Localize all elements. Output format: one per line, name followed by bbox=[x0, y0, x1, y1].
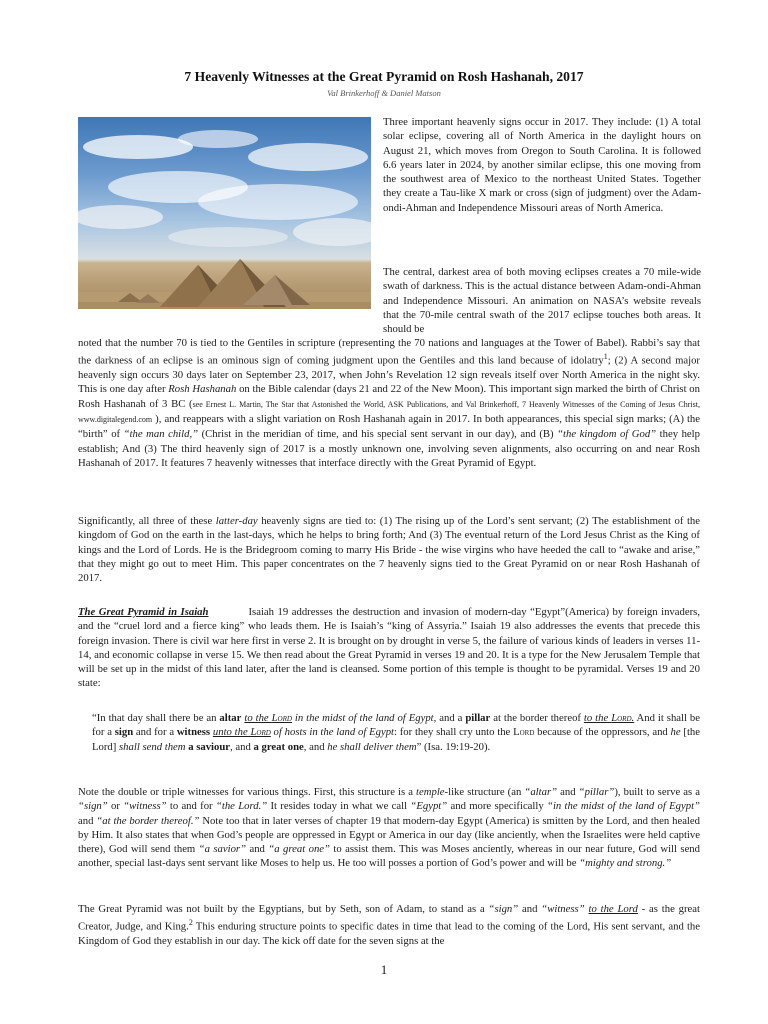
text-run: “In that day shall there be an bbox=[92, 712, 220, 724]
lord-word: Lord bbox=[271, 712, 292, 724]
text-run: and bbox=[78, 814, 97, 827]
section-heading: The Great Pyramid in Isaiah bbox=[78, 606, 209, 618]
scripture-quote bbox=[92, 711, 700, 754]
text-run: . bbox=[631, 712, 635, 724]
text-run: The Great Pyramid was not built by the Egyptians, but by Seth, son of Adam, to stand as a bbox=[78, 903, 489, 915]
text-run: “at the border thereof.” bbox=[96, 814, 200, 827]
paragraph-eclipse-swath: The central, darkest area of both moving eclipses creates a 70 mile-wide swath of darkness. This is the actual distance between Adam-ondi-Ahman and Independence Missouri. An animation on NASA’s website reveals that the 70-mile central swath of the 2017 eclipse touches both areas. It should be bbox=[383, 266, 701, 336]
text-run: - as the great Creator, Judge, and King. bbox=[78, 903, 700, 933]
text-run: “sign” bbox=[78, 800, 108, 813]
paragraph-witnesses bbox=[78, 785, 700, 871]
quote-text bbox=[92, 711, 700, 754]
paragraph-gentiles bbox=[78, 336, 700, 470]
seth-paragraph bbox=[78, 902, 700, 948]
man-child-quote: “the man child,” bbox=[123, 428, 199, 441]
text-run: temple bbox=[416, 786, 445, 798]
text-run: [the Lord] bbox=[92, 726, 700, 753]
text-run: and bbox=[557, 786, 579, 798]
text-run: (Christ in the meridian of time, and his special sent servant in our day), and (B) bbox=[198, 428, 558, 441]
text-run: “a savior” bbox=[198, 843, 247, 856]
witnesses-paragraph bbox=[78, 785, 700, 871]
paragraph-isaiah bbox=[78, 605, 700, 691]
text-run: to and for bbox=[166, 800, 216, 813]
text-run: ), and reappears with a slight variation on Rosh Hashanah again in 2017. In both appearances, this special sign marks; (A) the “birth” of bbox=[78, 413, 700, 441]
text-run: ), built to serve as a bbox=[614, 786, 701, 798]
text-run: : for they shall cry unto the bbox=[394, 726, 514, 739]
text-run: Note too that in later verses of chapter 19 that modern-day Egypt (America) is smitten by the Lord, and then healed by Him. It also states that when God’s people are oppressed in Egypt or America in our day (like anciently, when the Israelites were held captive there), God will send them bbox=[78, 814, 700, 856]
text-run: to assist them. This was Moses anciently, whereas in our near future, God will send another, special last-days sent servant like Moses to help us. He too will posses a portion of God’s power and will be bbox=[78, 843, 700, 870]
text-run: This enduring structure points to specific dates in time that lead to the coming of the Lord, His sent servant, and the Kingdom of God they establish in our day. The kick off date for the seven signs at the bbox=[78, 920, 701, 948]
text-run: and bbox=[518, 903, 542, 915]
lord-word: Lord bbox=[611, 712, 632, 724]
kingdom-quote: “the kingdom of God” bbox=[557, 428, 657, 441]
text-run: “mighty and strong.” bbox=[579, 857, 672, 870]
text-run: at the border thereof bbox=[490, 712, 584, 724]
text-run: , and bbox=[303, 740, 328, 753]
text-run: and more specifically bbox=[447, 800, 547, 813]
text-run: Isaiah 19 addresses the destruction and invasion of modern-day “Egypt”(America) by foreign invaders, and the “cruel lord and a fierce king” who leads them. He is Isaiah’s “king of Assyria.” Isaiah 19 also addresses the events that precede this foreign invasion. There is civil war here first in verse 2. It is brought on by drought in verse 5, the failure of various kinds of leaders in verses 11-14, and economic collapse in verse 15. We then read about the Great Pyramid in verses 19 and 20. It is a type for the New Jerusalem Temple that will be set up in the midst of this land later, after the land is cleansed. Some portion of this temple is thought to be pyramidal. Verses 19 and 20 state: bbox=[78, 606, 700, 690]
document-title: 7 Heavenly Witnesses at the Great Pyramid on Rosh Hashanah, 2017 bbox=[184, 69, 584, 84]
pillar-word: pillar bbox=[465, 712, 491, 724]
text-run: because of the oppressors, and bbox=[534, 726, 671, 739]
latter-day-term: latter-day bbox=[215, 515, 258, 527]
text-run: shall send them bbox=[119, 740, 186, 753]
text-run: he bbox=[670, 726, 681, 739]
text-run: It resides today in what we call bbox=[267, 800, 411, 813]
text-run: and bbox=[246, 843, 269, 856]
text-run: noted that the number 70 is tied to the Gentiles in scripture (representing the 70 nations and languages at the Tower of Babel). Rabbi’s say that the darkness of an eclipse is an ominous sign of coming judgment upon the Gentiles and this land because of idolatry bbox=[78, 337, 700, 367]
text-run: “the Lord.” bbox=[215, 800, 268, 813]
pyramids-photo bbox=[78, 117, 371, 309]
pyramids-illustration bbox=[78, 117, 371, 309]
text-run: “sign” bbox=[488, 903, 519, 915]
witness-word: witness bbox=[176, 726, 211, 739]
text-run: , and bbox=[230, 740, 254, 753]
text-run: in the midst of the land of Egypt, bbox=[291, 712, 437, 724]
text-run: “a great one” bbox=[268, 843, 330, 856]
text-run: he shall deliver them bbox=[327, 740, 417, 753]
text-run: And it shall be for a bbox=[92, 712, 700, 739]
isaiah-paragraph bbox=[78, 605, 700, 691]
to-the-lord-phrase bbox=[244, 712, 292, 724]
text-run: “pillar” bbox=[578, 786, 615, 798]
intro-paragraph bbox=[383, 115, 701, 215]
page-number: 1 bbox=[380, 962, 388, 977]
text-run: “Egypt” bbox=[410, 800, 448, 813]
altar-word: altar bbox=[219, 712, 242, 724]
paragraph-significance bbox=[78, 514, 700, 585]
to-the-lord-phrase: to the Lord bbox=[588, 903, 638, 915]
text-run: on the Bible calendar (days 21 and 22 of the New Moon). This important sign marked the birth of Christ on Rosh Hashanah of 3 BC ( bbox=[78, 383, 700, 410]
text-run: or bbox=[107, 800, 124, 813]
text-run: Significantly, all three of these bbox=[78, 515, 216, 527]
text-run: of hosts in the land of Egypt bbox=[270, 726, 395, 739]
text-run: and a bbox=[436, 712, 466, 724]
lord-word: Lord bbox=[513, 726, 535, 739]
text-run: heavenly signs are tied to: (1) The rising up of the Lord’s sent servant; (2) The establishment of the kingdom of God on the earth in the last-days, which he helps to bring forth; And (3) The eventual return of the Lord Jesus Christ as the King of kings and the Lord of Lords. He is the Bridegroom coming to marry His Bride - the wise virgins who have heeded the call to “awake and arise,” that they might go out to meet Him. This paper concentrates on the 7 heavenly signs tied to the Great Pyramid on or near Rosh Hashanah of 2017. bbox=[78, 515, 700, 585]
saviour-word: a saviour bbox=[185, 740, 231, 753]
sign-word: sign bbox=[114, 726, 134, 739]
text-run: they help establish; And (3) The third heavenly sign of 2017 is a mostly unknown one, involving seven alignments, also occurring on and near Rosh Hashanah of 2017. It features 7 heavenly witnesses that interface directly with the Great Pyramid of Egypt. bbox=[78, 428, 700, 469]
text-run: Note the double or triple witnesses for various things. First, this structure is a bbox=[78, 786, 417, 798]
text-run: “altar” bbox=[524, 786, 558, 798]
text-run: “in the midst of the land of Egypt” bbox=[547, 800, 700, 813]
footnote-ref-2: 2 bbox=[188, 918, 193, 928]
eclipse-paragraph-continued bbox=[78, 336, 700, 470]
eclipse-paragraph-top bbox=[383, 265, 701, 336]
document-authors: Val Brinkerhoff & Daniel Matson bbox=[327, 88, 441, 98]
footnote-ref-1: 1 bbox=[603, 352, 608, 362]
text-run: ” (Isa. 19:19-20). bbox=[416, 740, 491, 753]
paragraph-seth bbox=[78, 902, 700, 948]
reference-note: see Ernest L. Martin, The Star that Astonished the World, ASK Publications, and Val Brinkerhoff, 7 Heavenly Witnesses of the Coming of Jesus Christ, www.digitalegend.com bbox=[78, 399, 700, 425]
paragraph-heavenly-signs: Three important heavenly signs occur in 2017. They include: (1) A total solar eclipse, covering all of North America in the daylight hours on August 21, which moves from Oregon to South Carolina. It is followed 6.6 years later in 2024, by another similar eclipse, this one moving from the southwest area of Mexico to the northeast United States. Together they create a Tau-like X mark or cross (sign of judgment) over the Adam-ondi-Ahman and Independence Missouri areas of North America. bbox=[383, 116, 701, 214]
significance-paragraph bbox=[78, 514, 700, 585]
text-run: ; (2) A second major heavenly sign occurs 30 days later on September 23, 2017, when John’s Revelation 12 sign reveals itself over North America in the night sky. This is one day after bbox=[78, 354, 700, 396]
rosh-hashanah-term: Rosh Hashanah bbox=[168, 383, 237, 396]
lord-word: Lord bbox=[250, 726, 271, 739]
to-the-lord-phrase bbox=[584, 712, 634, 724]
text-run: to the bbox=[244, 712, 272, 724]
text-run: “witness” bbox=[541, 903, 585, 915]
text-run: -like structure (an bbox=[444, 786, 525, 798]
text-run: to the bbox=[583, 712, 612, 724]
great-one-word: a great one bbox=[253, 740, 304, 753]
text-run: and for a bbox=[133, 726, 177, 739]
text-run: unto the bbox=[212, 726, 251, 739]
unto-the-lord-phrase bbox=[213, 726, 271, 738]
text-run: “witness” bbox=[123, 800, 167, 813]
